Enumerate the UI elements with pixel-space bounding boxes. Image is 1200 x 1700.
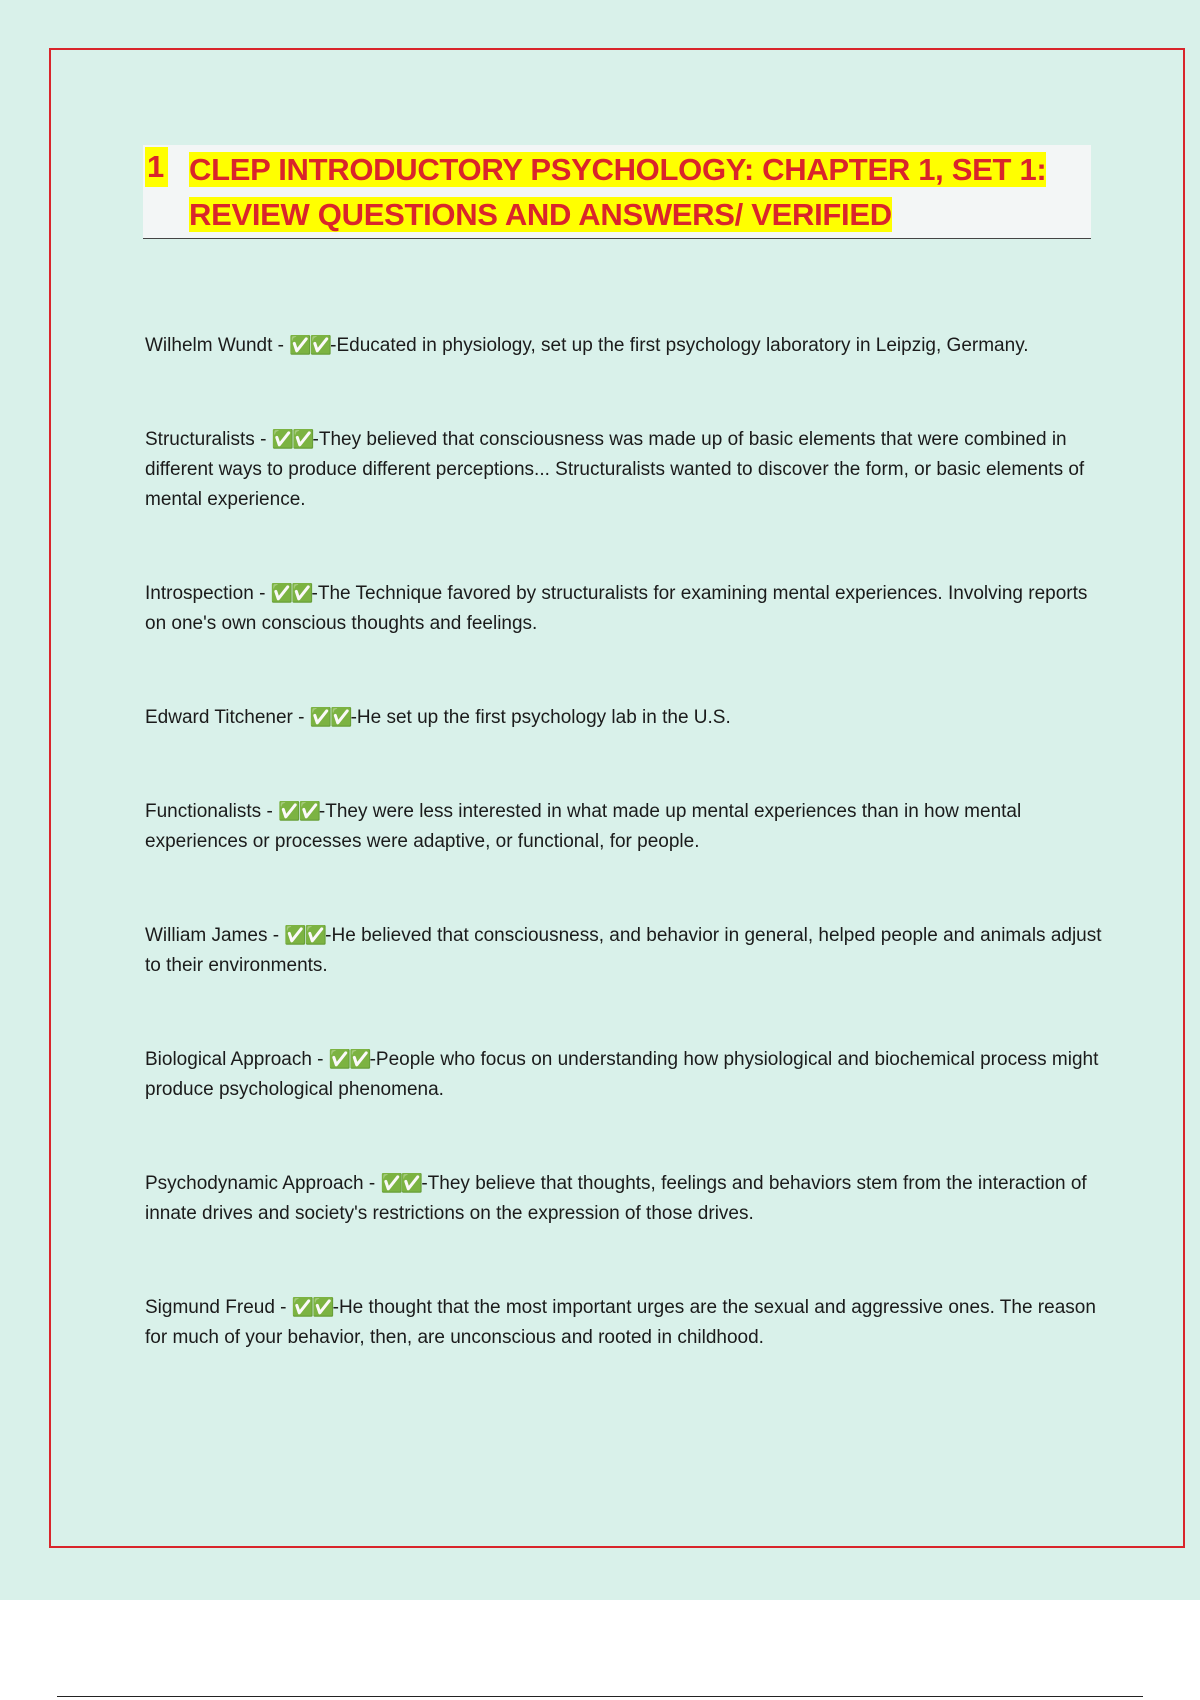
qa-entry bbox=[145, 1292, 1105, 1353]
qa-term: Sigmund Freud bbox=[145, 1297, 275, 1318]
double-check-icon: ✅✅ bbox=[328, 1049, 370, 1069]
qa-term: Psychodynamic Approach bbox=[145, 1173, 364, 1194]
qa-definition: -They believed that consciousness was made up of basic elements that were combined in different ways to produce different perceptions... Structuralists wanted to discover the form, or basic elements of mental experience. bbox=[145, 429, 1085, 510]
qa-entry bbox=[145, 920, 1105, 981]
double-check-icon: ✅✅ bbox=[284, 925, 326, 945]
qa-definition: -People who focus on understanding how physiological and biochemical process might produce psychological phenomena. bbox=[145, 1049, 1099, 1100]
qa-separator: - bbox=[292, 707, 310, 728]
heading-title-line2: REVIEW QUESTIONS AND ANSWERS/ VERIFIED bbox=[189, 197, 892, 232]
qa-entry-list bbox=[145, 330, 1105, 1416]
heading-number: 1 bbox=[145, 147, 168, 187]
double-check-icon: ✅✅ bbox=[271, 429, 313, 449]
qa-entry bbox=[145, 1168, 1105, 1229]
heading-title bbox=[189, 147, 1089, 237]
qa-definition: -He thought that the most important urges are the sexual and aggressive ones. The reason for much of your behavior, then, are unconscious and rooted in childhood. bbox=[145, 1297, 1096, 1348]
qa-separator: - bbox=[272, 335, 290, 356]
qa-separator: - bbox=[253, 583, 271, 604]
qa-separator: - bbox=[274, 1297, 292, 1318]
qa-entry bbox=[145, 578, 1105, 639]
qa-entry bbox=[145, 702, 1105, 733]
qa-term: Biological Approach bbox=[145, 1049, 312, 1070]
qa-definition: -He set up the first psychology lab in the U.S. bbox=[350, 707, 731, 728]
qa-definition: -They were less interested in what made up mental experiences than in how mental experiences or processes were adaptive, or functional, for people. bbox=[145, 801, 1022, 852]
heading-title-line1: CLEP INTRODUCTORY PSYCHOLOGY: CHAPTER 1, SET 1: bbox=[189, 152, 1047, 187]
qa-entry bbox=[145, 1044, 1105, 1105]
qa-term: Structuralists bbox=[145, 429, 255, 450]
qa-entry bbox=[145, 330, 1105, 361]
double-check-icon: ✅✅ bbox=[278, 801, 319, 821]
double-check-icon: ✅✅ bbox=[270, 583, 312, 603]
qa-term: Functionalists bbox=[145, 801, 262, 822]
qa-separator: - bbox=[363, 1173, 381, 1194]
qa-separator: - bbox=[254, 429, 272, 450]
qa-term: William James bbox=[145, 925, 268, 946]
qa-separator: - bbox=[267, 925, 285, 946]
qa-entry bbox=[145, 796, 1105, 857]
footer-divider bbox=[57, 1696, 1143, 1697]
qa-entry bbox=[145, 424, 1105, 515]
qa-definition: -Educated in physiology, set up the first psychology laboratory in Leipzig, Germany. bbox=[330, 335, 1029, 356]
qa-definition: -He believed that consciousness, and behavior in general, helped people and animals adjust to their environments. bbox=[145, 925, 1102, 976]
qa-definition: -They believe that thoughts, feelings and behaviors stem from the interaction of innate drives and society's restrictions on the expression of those drives. bbox=[145, 1173, 1087, 1224]
qa-separator: - bbox=[261, 801, 279, 822]
qa-definition: -The Technique favored by structuralists for examining mental experiences. Involving reports on one's own conscious thoughts and feelings. bbox=[145, 583, 1088, 634]
qa-term: Edward Titchener bbox=[145, 707, 293, 728]
qa-term: Introspection bbox=[145, 583, 254, 604]
double-check-icon: ✅✅ bbox=[291, 1297, 333, 1317]
qa-separator: - bbox=[311, 1049, 329, 1070]
double-check-icon: ✅✅ bbox=[380, 1173, 422, 1193]
document-heading bbox=[143, 145, 1091, 239]
double-check-icon: ✅✅ bbox=[289, 335, 331, 355]
double-check-icon: ✅✅ bbox=[309, 707, 351, 727]
qa-term: Wilhelm Wundt bbox=[145, 335, 273, 356]
